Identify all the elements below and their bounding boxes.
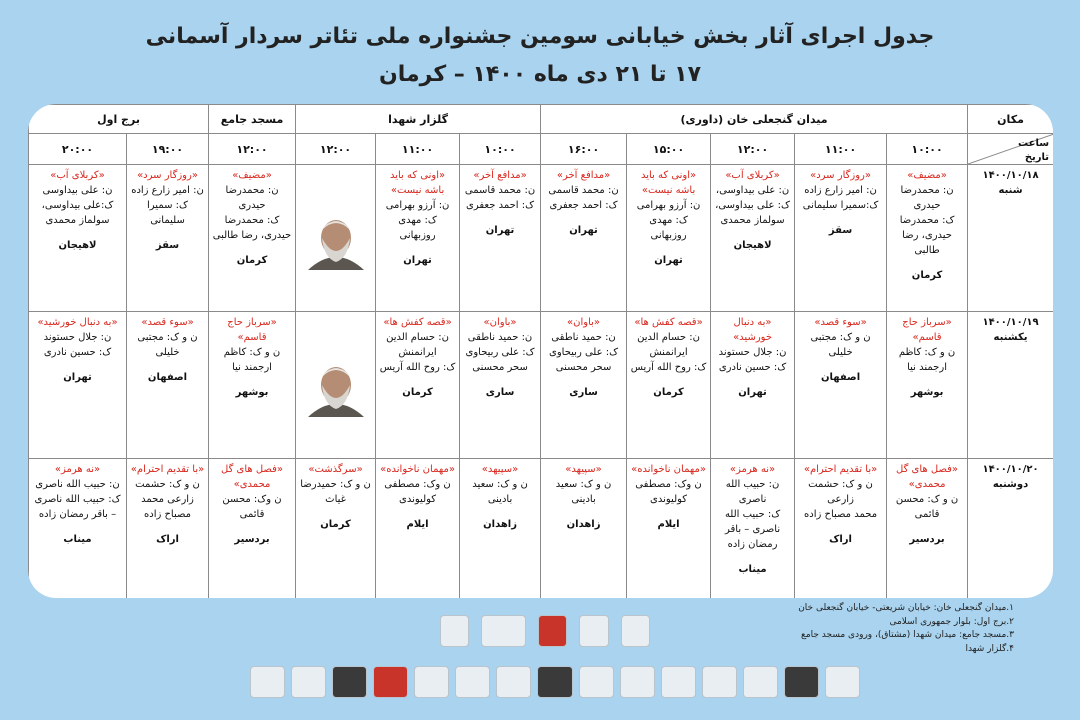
show-title: «سرگذشت»: [308, 464, 363, 475]
city-name: بوشهر: [235, 387, 269, 398]
city-name: اراک: [156, 534, 179, 545]
show-title: «مدافع آخر»: [556, 170, 611, 181]
show-credits: ن وک: مصطفی کولیوندی: [635, 479, 702, 505]
performance-cell: [795, 165, 887, 312]
sponsor-logo: [373, 666, 408, 698]
show-credits: ن وک: مصطفی کولیوندی: [384, 479, 451, 505]
city-name: اصفهان: [820, 372, 861, 383]
show-credits: ن: امیر زارع زاده ک: سمیرا سلیمانی: [131, 185, 204, 226]
city-name: ساری: [569, 387, 598, 398]
venue-header-ganjalikhan: میدان گنجعلی خان (داوری): [541, 105, 968, 134]
performance-cell: [376, 312, 460, 459]
show-credits: ن: آرزو بهرامی ک: مهدی روزبهانی: [636, 200, 701, 241]
portrait-image: [300, 355, 372, 417]
show-credits: ن: آرزو بهرامی ک: مهدی روزبهانی: [385, 200, 450, 241]
sponsor-logo: [291, 666, 326, 698]
show-title: «روزگار سرد»: [810, 170, 871, 181]
city-name: میناب: [738, 564, 767, 575]
portrait-cell: [296, 165, 376, 312]
sponsor-logo: [620, 666, 655, 698]
performance-cell: [209, 312, 296, 459]
emblem-logo: [621, 615, 650, 647]
sponsor-logo: [743, 666, 778, 698]
time-header: ۱۰:۰۰: [887, 134, 968, 165]
performance-cell: [460, 312, 541, 459]
date-value: ۱۴۰۰/۱۰/۲۰: [982, 464, 1039, 475]
sponsor-logo: [661, 666, 696, 698]
city-name: لاهیجان: [733, 240, 772, 251]
show-title: «قصه کفش ها»: [634, 317, 703, 328]
performance-cell: [460, 165, 541, 312]
show-title: «به دنبال خورشید»: [37, 317, 118, 328]
show-credits: ن: علی بیداوسی ک:علی بیداوسی، سولماز محمدی: [41, 185, 114, 226]
performance-cell: [795, 459, 887, 599]
schedule-table: [28, 104, 1053, 598]
show-credits: ن و ک: مجتبی خلیلی: [810, 332, 871, 358]
show-credits: ن: حمید ناطقی ک: علی ربیحاوی سحر محسنی: [549, 332, 619, 373]
date-cell: [968, 312, 1053, 459]
festival-logo: [481, 615, 525, 647]
performance-cell: [29, 312, 127, 459]
city-name: سقز: [155, 240, 180, 251]
show-credits: ن: جلال حستوند ک: حسین نادری: [43, 332, 112, 358]
city-name: تهران: [63, 372, 92, 383]
show-credits: ن: حمید ناطقی ک: علی ربیحاوی سحر محسنی: [465, 332, 535, 373]
show-title: «روزگار سرد»: [137, 170, 198, 181]
show-credits: ن: حسام الدین ایرانمنش ک: روح الله آریس: [630, 332, 707, 373]
city-name: تهران: [654, 255, 683, 266]
show-credits: ن: محمد قاسمی ک: احمد جعفری: [548, 185, 619, 211]
show-title: «مهمان ناخوانده»: [631, 464, 706, 475]
performance-cell: [376, 459, 460, 599]
performance-cell: [376, 165, 460, 312]
date-cell: [968, 165, 1053, 312]
city-name: بوشهر: [910, 387, 944, 398]
city-name: کرمان: [911, 270, 943, 281]
city-name: اصفهان: [147, 372, 188, 383]
note-item: ۴.گلزار شهدا: [965, 643, 1014, 654]
time-header: ۱۱:۰۰: [795, 134, 887, 165]
sponsor-logo: [455, 666, 490, 698]
page-subtitle: ۱۷ تا ۲۱ دی ماه ۱۴۰۰ – کرمان: [378, 62, 702, 87]
city-name: بردسیر: [234, 534, 270, 545]
show-credits: ن و ک: کاظم ارجمند نیا: [223, 347, 281, 373]
note-item: ۱.میدان گنجعلی خان: خیابان شریعتی- خیابان گنجعلی خان: [798, 603, 1014, 613]
venue-notes: [798, 602, 1014, 656]
city-name: کرمان: [402, 387, 433, 398]
performance-cell: [887, 459, 968, 599]
performance-cell: [296, 459, 376, 599]
city-name: اراک: [829, 534, 852, 545]
time-header: ۱۲:۰۰: [711, 134, 795, 165]
show-credits: ن و ک: مجتبی خلیلی: [137, 332, 198, 358]
date-cell: [968, 459, 1053, 599]
show-title: «مضیف»: [232, 170, 272, 181]
venue-header-borj: برج اول: [29, 105, 209, 134]
sponsor-logo: [825, 666, 860, 698]
portrait-cell: [296, 312, 376, 459]
show-title: «اونی که باید باشه نیست»: [640, 170, 697, 196]
show-title: «فصل های گل محمدی»: [221, 464, 283, 490]
schedule-board: [28, 104, 1053, 598]
performance-cell: [711, 312, 795, 459]
city-name: تهران: [403, 255, 432, 266]
show-credits: ن و ک: سعید بادینی: [555, 479, 612, 505]
sponsor-logo: [538, 615, 567, 647]
performance-cell: [541, 459, 627, 599]
time-header: ۱۶:۰۰: [541, 134, 627, 165]
weekday-name: یکشنبه: [993, 332, 1028, 343]
sponsor-logo: [332, 666, 367, 698]
show-title: «کربلای آب»: [50, 170, 105, 181]
time-header: ۱۰:۰۰: [460, 134, 541, 165]
show-credits: ن و ک: کاظم ارجمند نیا: [898, 347, 956, 373]
show-title: «سپیهد»: [565, 464, 602, 475]
performance-cell: [627, 312, 711, 459]
venue-header-masjed: مسجد جامع: [209, 105, 296, 134]
city-name: بردسیر: [909, 534, 945, 545]
date-label: تاریخ: [1024, 152, 1050, 163]
show-credits: ن: محمدرضا حیدری ک: محمدرضا حیدری، رضا طالبی: [212, 185, 292, 241]
date-value: ۱۴۰۰/۱۰/۱۹: [982, 317, 1039, 328]
show-credits: ن: علی بیداوسی، ک: علی بیداوسی، سولماز محمدی: [715, 185, 790, 226]
time-header: ۱۱:۰۰: [376, 134, 460, 165]
performance-cell: [127, 312, 209, 459]
time-header: ۱۵:۰۰: [627, 134, 711, 165]
note-item: ۳.مسجد جامع: میدان شهدا (مشتاق)، ورودی مسجد جامع: [801, 630, 1014, 640]
time-label: ساعت: [1018, 138, 1050, 149]
show-title: «سوء قصد»: [141, 317, 194, 328]
sponsor-logo: [784, 666, 819, 698]
show-credits: ن: حسام الدین ایرانمنش ک: روح الله آریس: [379, 332, 456, 373]
sponsor-logos-top: [440, 612, 650, 650]
show-title: «مضیف»: [907, 170, 947, 181]
date-value: ۱۴۰۰/۱۰/۱۸: [982, 170, 1039, 181]
show-credits: ن: حبیب الله ناصری ک: حبیب الله ناصری – باقر رمضان زاده: [724, 479, 781, 550]
sponsor-logo: [702, 666, 737, 698]
portrait-image: [300, 208, 372, 270]
city-name: کرمان: [653, 387, 684, 398]
show-title: «مهمان ناخوانده»: [380, 464, 455, 475]
performance-cell: [795, 312, 887, 459]
city-name: کرمان: [320, 519, 351, 530]
city-name: ساری: [485, 387, 515, 398]
show-credits: ن وک: محسن قائمی: [222, 494, 282, 520]
show-credits: ن و ک: حشمت زارعی محمد مصباح زاده: [804, 479, 878, 520]
performance-cell: [887, 165, 968, 312]
note-item: ۲.برج اول: بلوار جمهوری اسلامی: [889, 616, 1014, 627]
performance-cell: [541, 165, 627, 312]
sponsor-logo: [579, 666, 614, 698]
show-credits: ن: حبیب الله ناصری ک: حبیب الله ناصری – باقر رمضان زاده: [34, 479, 121, 520]
sponsor-logo: [537, 666, 572, 698]
weekday-name: شنبه: [998, 185, 1023, 196]
show-title: «با تقدیم احترام»: [803, 464, 878, 475]
sponsor-logo: [496, 666, 531, 698]
emblem-logo: [440, 615, 469, 647]
corner-time-date-header: [968, 134, 1053, 165]
show-title: «اونی که باید باشه نیست»: [389, 170, 446, 196]
time-header: ۱۲:۰۰: [296, 134, 376, 165]
performance-cell: [127, 165, 209, 312]
time-header: ۲۰:۰۰: [29, 134, 127, 165]
show-credits: ن: محمد قاسمی ک: احمد جعفری: [464, 185, 536, 211]
performance-cell: [627, 459, 711, 599]
day-row: [29, 459, 1054, 599]
time-header: ۱۹:۰۰: [127, 134, 209, 165]
performance-cell: [209, 165, 296, 312]
performance-cell: [209, 459, 296, 599]
show-title: «مدافع آخر»: [473, 170, 527, 181]
show-title: «باوان»: [567, 317, 601, 328]
performance-cell: [627, 165, 711, 312]
show-title: «سوء قصد»: [814, 317, 867, 328]
show-credits: ن و ک: محسن قائمی: [895, 494, 959, 520]
city-name: سقز: [828, 225, 853, 236]
day-row: [29, 312, 1054, 459]
sponsor-logo: [250, 666, 285, 698]
show-title: «سپیهد»: [481, 464, 519, 475]
city-name: ایلام: [657, 519, 680, 530]
city-name: کرمان: [236, 255, 268, 266]
performance-cell: [29, 459, 127, 599]
venue-header-golzar: گلزار شهدا: [296, 105, 541, 134]
show-credits: ن: محمدرضا حیدری ک: محمدرضا حیدری، رضا طالبی: [899, 185, 955, 256]
city-name: تهران: [485, 225, 515, 236]
sponsor-logos-bottom: [250, 660, 860, 704]
show-credits: ن: جلال حستوند ک: حسین نادری: [718, 347, 787, 373]
show-title: «سرباز حاج قاسم»: [227, 317, 277, 343]
city-name: میناب: [63, 534, 92, 545]
show-title: «فصل های گل محمدی»: [896, 464, 959, 490]
city-name: زاهدان: [566, 519, 601, 530]
show-credits: ن و ک: حمیدرضا غیاث: [300, 479, 371, 505]
sponsor-logo: [414, 666, 449, 698]
show-title: «قصه کفش ها»: [383, 317, 452, 328]
show-title: «کربلای آب»: [725, 170, 780, 181]
time-header: ۱۲:۰۰: [209, 134, 296, 165]
city-name: زاهدان: [483, 519, 517, 530]
show-title: «با تقدیم احترام»: [130, 464, 205, 475]
performance-cell: [711, 165, 795, 312]
show-title: «نه هرمز»: [729, 464, 776, 475]
show-credits: ن و ک: سعید بادینی: [472, 479, 528, 505]
sponsor-logo: [579, 615, 608, 647]
show-title: «به دنبال خورشید»: [733, 317, 773, 343]
performance-cell: [127, 459, 209, 599]
performance-cell: [541, 312, 627, 459]
weekday-name: دوشنبه: [992, 479, 1029, 490]
performance-cell: [887, 312, 968, 459]
performance-cell: [460, 459, 541, 599]
city-name: لاهیجان: [58, 240, 97, 251]
city-name: ایلام: [406, 519, 429, 530]
corner-venue-header: مکان: [968, 105, 1053, 134]
show-title: «نه هرمز»: [54, 464, 101, 475]
page-title: جدول اجرای آثار بخش خیابانی سومین جشنواره ملی تئاتر سردار آسمانی: [145, 24, 935, 49]
show-credits: ن: امیر زارع زاده ک:سمیرا سلیمانی: [802, 185, 879, 211]
city-name: تهران: [738, 387, 767, 398]
performance-cell: [29, 165, 127, 312]
performance-cell: [711, 459, 795, 599]
day-row: [29, 165, 1054, 312]
city-name: تهران: [569, 225, 598, 236]
show-title: «باوان»: [483, 317, 517, 328]
show-credits: ن و ک: حشمت زارعی محمد مصباح زاده: [135, 479, 200, 520]
show-title: «سرباز حاج قاسم»: [902, 317, 952, 343]
